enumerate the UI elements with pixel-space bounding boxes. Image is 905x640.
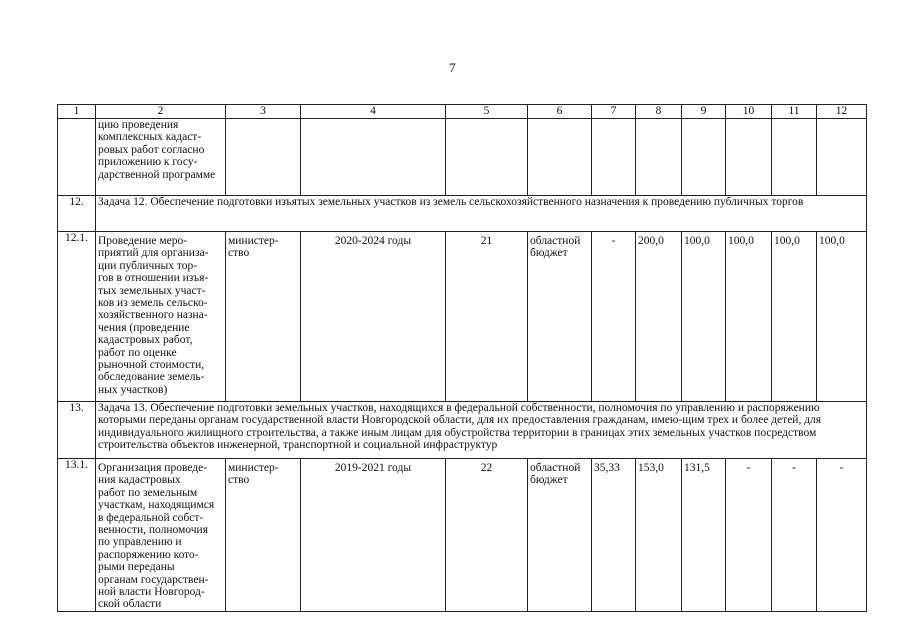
activity-name: Проведение меро- приятий для организа- ции публичных тор- гов в отношении изъя- тых земельных участ- ков из земель сельско- хозяйственного назна- чения (проведение кадастровых работ, работ по оценке рыночной стоимости, обследование земель- ных участков) [96, 232, 226, 402]
period: 2019-2021 годы [301, 459, 446, 612]
period: 2020-2024 годы [301, 232, 446, 402]
funding-value: 131,5 [682, 459, 726, 612]
funding-value: - [817, 459, 867, 612]
task-text: Задача 13. Обеспечение подготовки земельных участков, находящихся в федеральной собственности, полномочия по управлению и распоряжению которыми переданы органам государственной власти Новгородской области, для их предоставления гражданам, имею-щим трех и более детей, для индивидуального жилищного строительства, а также иным лицам для обустройства территории в границах этих земельных участков посредством строительства объектов инженерной, транспортной и социальной инфраструктур [96, 402, 867, 459]
column-header: 7 [592, 105, 636, 119]
task-row [58, 196, 867, 232]
task-row [58, 402, 867, 459]
column-header: 12 [817, 105, 867, 119]
column-header: 5 [446, 105, 528, 119]
column-header: 4 [301, 105, 446, 119]
column-header: 8 [636, 105, 682, 119]
funding-value: 200,0 [636, 232, 682, 402]
funding-value: 153,0 [636, 459, 682, 612]
column-header: 10 [726, 105, 772, 119]
funding-value: - [726, 459, 772, 612]
column-header: 3 [226, 105, 301, 119]
column-number-row [58, 105, 867, 119]
funding-source: областной бюджет [528, 459, 592, 612]
executor: министер- ство [226, 459, 301, 612]
table-row [58, 459, 867, 612]
row-number: 13.1. [58, 459, 96, 612]
row-number: 13. [58, 402, 96, 459]
funding-value: - [592, 232, 636, 402]
activity-name: цию проведения комплексных кадаст- ровых работ согласно приложению к госу- дарственной программе [96, 119, 226, 196]
activity-name: Организация проведе- ния кадастровых работ по земельным участкам, находящимся в федеральной собст- венности, полномочия по управлению и распоряжению кото- рыми переданы органам государствен- ной власти Новгород- ской области [96, 459, 226, 612]
column-header: 2 [96, 105, 226, 119]
row-number: 12.1. [58, 232, 96, 402]
funding-value: 100,0 [772, 232, 817, 402]
funding-value: - [772, 459, 817, 612]
task-text: Задача 12. Обеспечение подготовки изъятых земельных участков из земель сельскохозяйственного назначения к проведению публичных торгов [96, 196, 867, 232]
funding-source: областной бюджет [528, 232, 592, 402]
funding-value: 100,0 [817, 232, 867, 402]
funding-value: 35,33 [592, 459, 636, 612]
row-number: 12. [58, 196, 96, 232]
funding-value: 100,0 [682, 232, 726, 402]
target-number: 22 [446, 459, 528, 612]
column-header: 9 [682, 105, 726, 119]
column-header: 6 [528, 105, 592, 119]
funding-value: 100,0 [726, 232, 772, 402]
target-number: 21 [446, 232, 528, 402]
table-row [58, 119, 867, 196]
table-row [58, 232, 867, 402]
program-table [57, 104, 867, 612]
column-header: 1 [58, 105, 96, 119]
executor: министер- ство [226, 232, 301, 402]
page-number: 7 [449, 60, 456, 75]
column-header: 11 [772, 105, 817, 119]
